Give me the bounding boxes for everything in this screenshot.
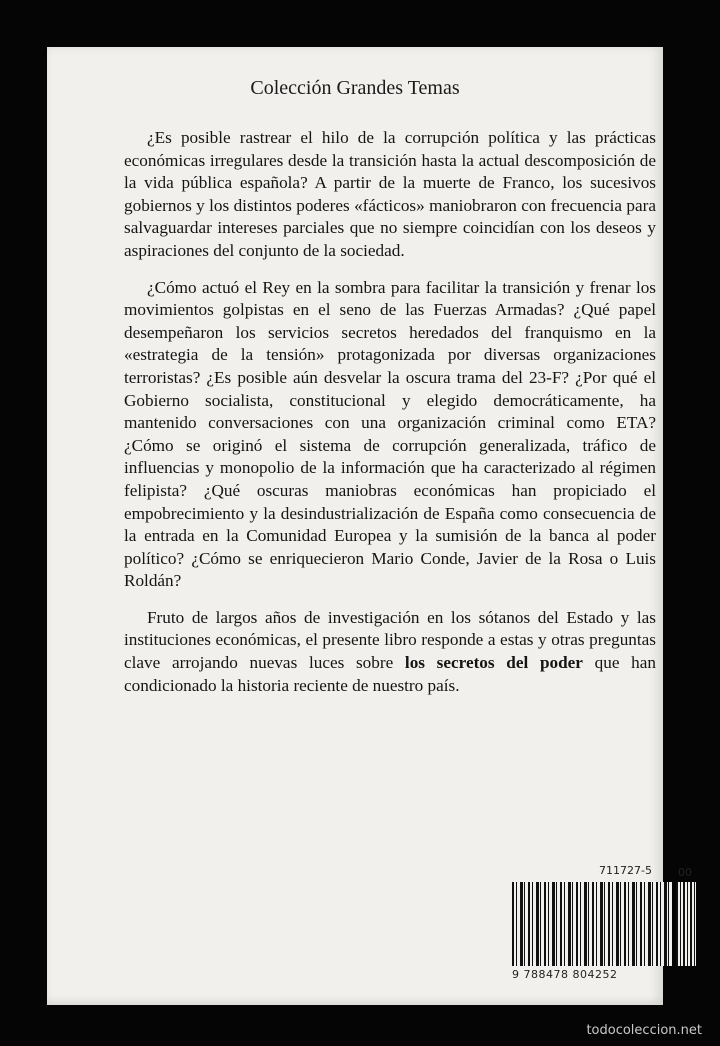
watermark: todocoleccion.net: [586, 1023, 702, 1038]
barcode-addon-bars: [676, 882, 696, 966]
barcode-number: 9 788478 804252: [512, 968, 618, 981]
book-back-cover: [47, 47, 692, 1005]
paragraph-3: [124, 607, 656, 697]
blurb-text: [124, 127, 656, 711]
paragraph-3-end: que han condicionado la historia reciente de nuestro país.: [124, 653, 656, 695]
paragraph-2: ¿Cómo actuó el Rey en la sombra para facilitar la transición y frenar los movimientos golpistas en el seno de las Fuerzas Armadas? ¿Qué papel desempeñaron los servicios secretos heredados del franquismo en la «estrategia de la tensión» protagonizada por diversas organizaciones terroristas? ¿Es posible aún desvelar la oscura trama del 23-F? ¿Por qué el Gobierno socialista, constitucional y elegido democráticamente, ha mantenido conversaciones con una organización criminal como ETA? ¿Cómo se originó el sistema de corrupción generalizada, tráfico de influencias y monopolio de la información que ha caracterizado al régimen felipista? ¿Qué oscuras maniobras económicas han propiciado el empobrecimiento y la desindustrialización de España como consecuencia de la entrada en la Comunidad Europea y la sumisión de la banca al poder político? ¿Cómo se enriquecieron Mario Conde, Javier de la Rosa o Luis Roldán?: [124, 277, 656, 591]
barcode-bars: [512, 882, 672, 966]
paragraph-1: ¿Es posible rastrear el hilo de la corrupción política y las prácticas económicas irregulares desde la transición hasta la actual descomposición de la vida pública española? A partir de la muerte de Franco, los sucesivos gobiernos y los distintos poderes «fácticos» maniobraron con frecuencia para salvaguardar intereses parciales que no siempre coincidían con los deseos y aspiraciones del conjunto de la sociedad.: [124, 128, 656, 260]
barcode-addon: [676, 866, 696, 966]
highlighted-phrase: los secretos del poder: [404, 653, 583, 673]
barcode-top-code: 711727-5: [599, 864, 652, 877]
series-title: Colección Grandes Temas: [250, 77, 460, 99]
paragraph-3-start: Fruto de largos años de investigación en los sótanos del Estado y las instituciones económicas, el presente libro responde a estas y otras preguntas clave arrojando nuevas luces sobre: [124, 607, 656, 673]
barcode-addon-number: 00: [678, 866, 692, 879]
barcode: [512, 864, 692, 990]
